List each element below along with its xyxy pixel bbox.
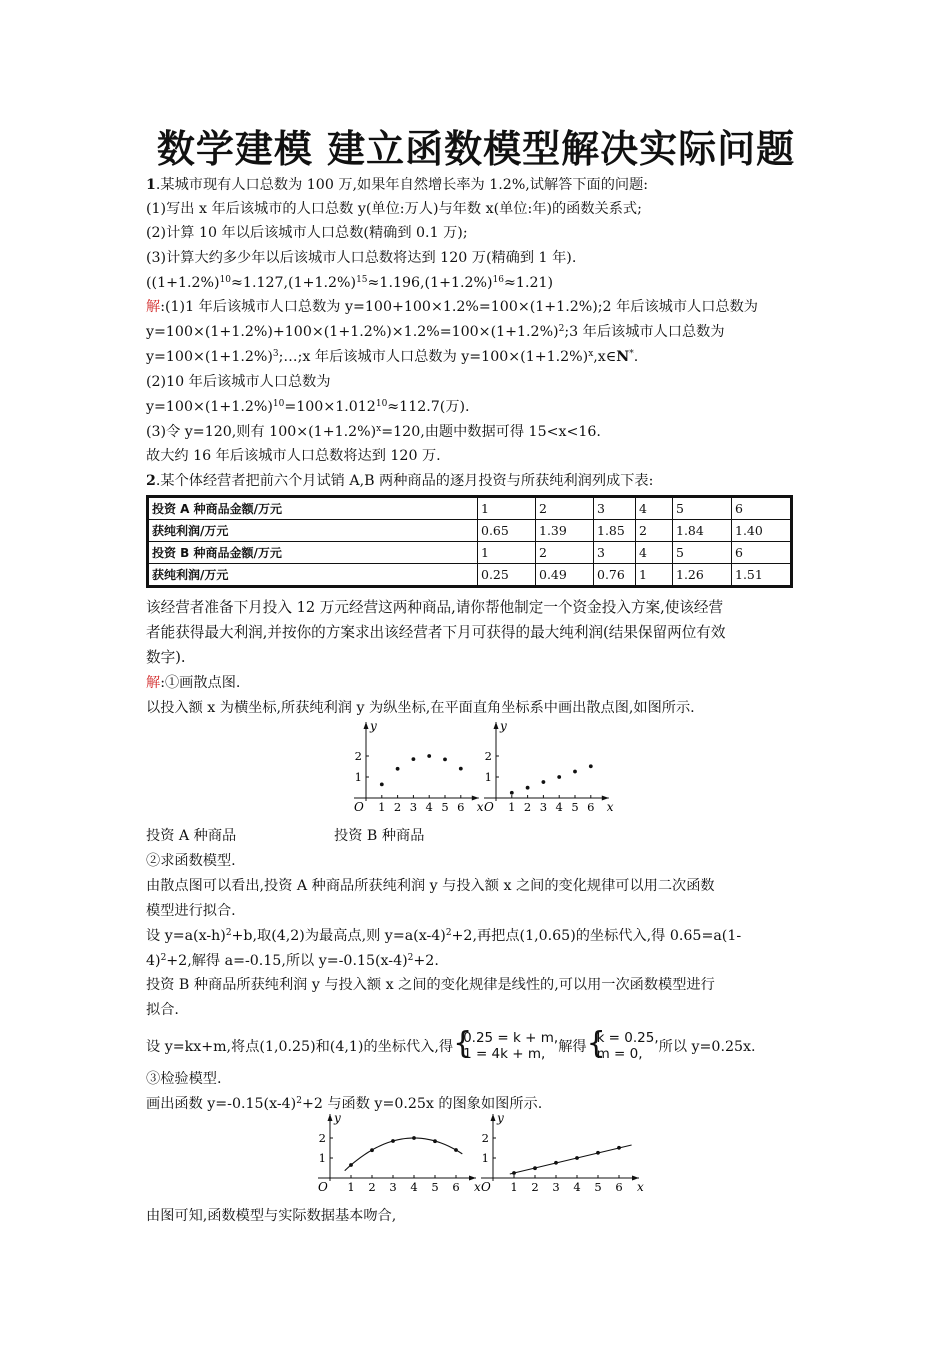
problem2-solution-line: 由散点图可以看出,投资 A 种商品所获纯利润 y 与投入额 x 之间的变化规律可以用二次函数 — [146, 878, 715, 894]
x-tick-label: 5 — [594, 1180, 602, 1194]
y-tick-label: 2 — [318, 1131, 326, 1145]
x-tick-label: 5 — [441, 800, 449, 814]
data-point — [412, 757, 416, 761]
problem1-q3: (3)计算大约多少年以后该城市人口总数将达到 120 万(精确到 1 年). — [146, 250, 577, 266]
data-point — [573, 770, 577, 774]
y-axis-arrow — [364, 722, 369, 729]
table-cell: 0.25 — [478, 564, 536, 587]
table-cell: 6 — [732, 497, 792, 520]
data-point — [412, 1136, 416, 1140]
x-tick-label: 1 — [347, 1180, 355, 1194]
problem2-solution-line: ②求函数模型. — [146, 853, 236, 869]
y-axis-label: y — [334, 1111, 341, 1125]
x-tick-label: 6 — [457, 800, 465, 814]
table-cell: 2 — [536, 497, 594, 520]
data-point — [575, 1156, 579, 1160]
table-cell: 1.26 — [673, 564, 732, 587]
data-point — [459, 767, 463, 771]
table-cell: 0.49 — [536, 564, 594, 587]
problem1-q2: (2)计算 10 年以后该城市人口总数(精确到 0.1 万); — [146, 225, 468, 241]
x-tick-label: 2 — [531, 1180, 539, 1194]
table-cell: 1 — [478, 542, 536, 564]
problem1-stem: 1.某城市现有人口总数为 100 万,如果年自然增长率为 1.2%,试解答下面的问题: — [146, 177, 649, 193]
problem1-solution-line: 故大约 16 年后该城市人口总数将达到 120 万. — [146, 448, 441, 464]
table-cell: 4 — [636, 497, 673, 520]
caption-a: 投资 A 种商品 — [146, 828, 237, 844]
table-cell: 5 — [673, 542, 732, 564]
data-point — [589, 764, 593, 768]
problem1-solution-line: (3)令 y=120,则有 $100\times(1+1.2\%)^x=120$,由题中数据可得 15<x<16. — [146, 424, 601, 440]
problem2-solution-line: 4)$^2$+2,解得 a=-0.15,所以 $y=-0.15(x-4)^2+2$. — [146, 953, 439, 969]
table-cell: 1 — [636, 564, 673, 587]
y-axis-arrow — [491, 1114, 496, 1121]
problem1-solution-line: 解:(1)1 年后该城市人口总数为 y=100+100×1.2%=100×(1+1.2%);2 年后该城市人口总数为 — [146, 299, 758, 315]
table-row — [148, 520, 792, 542]
x-axis-label: x — [474, 1180, 481, 1194]
x-tick-label: 2 — [523, 800, 532, 814]
y-axis-arrow — [494, 722, 499, 729]
origin-label: O — [481, 1180, 491, 1194]
data-table — [146, 495, 793, 588]
y-axis-label: y — [370, 719, 377, 733]
origin-label: O — [484, 800, 494, 814]
table-cell: 1.85 — [594, 520, 636, 542]
y-tick-label: 1 — [318, 1151, 326, 1165]
problem2-text: 数字). — [146, 649, 186, 666]
table-row — [148, 542, 792, 564]
problem2-stem: 2.某个体经营者把前六个月试销 A,B 两种商品的逐月投资与所获纯利润列成下表: — [146, 473, 654, 489]
data-point — [526, 786, 530, 790]
table-cell: 投资 B 种商品金额/万元 — [148, 542, 478, 564]
data-point — [427, 754, 431, 758]
table-cell: 4 — [636, 542, 673, 564]
x-tick-label: 2 — [393, 800, 402, 814]
data-point — [557, 775, 561, 779]
solution-label: 解 — [146, 675, 161, 691]
x-tick-label: 1 — [510, 1180, 518, 1194]
table-cell: 0.65 — [478, 520, 536, 542]
caption-b: 投资 B 种商品 — [334, 828, 425, 844]
table-row — [148, 497, 792, 520]
x-tick-label: 1 — [508, 800, 516, 814]
data-point — [533, 1166, 537, 1170]
table-cell: 1.84 — [673, 520, 732, 542]
x-tick-label: 6 — [452, 1180, 460, 1194]
y-tick-label: 1 — [354, 770, 362, 784]
model-plots — [310, 1110, 650, 1200]
x-tick-label: 4 — [425, 800, 433, 814]
data-point — [349, 1163, 353, 1167]
x-tick-label: 5 — [571, 800, 579, 814]
data-point — [433, 1139, 437, 1143]
problem2-solution-line: 解:①画散点图. — [146, 675, 241, 691]
table-cell: 获纯利润/万元 — [148, 564, 478, 587]
origin-label: O — [318, 1180, 328, 1194]
y-axis-arrow — [328, 1114, 333, 1121]
y-axis-label: y — [497, 1111, 504, 1125]
table-cell: 1.39 — [536, 520, 594, 542]
x-axis-label: x — [606, 800, 614, 814]
problem2-solution-line: ③检验模型. — [146, 1071, 222, 1087]
problem1-solution-line: (2)10 年后该城市人口总数为 — [146, 374, 331, 390]
x-tick-label: 4 — [555, 800, 563, 814]
problem2-solution-line: 投资 B 种商品所获纯利润 y 与投入额 x 之间的变化规律是线性的,可以用一次函数模型进行 — [146, 977, 715, 993]
table-cell: 1.40 — [732, 520, 792, 542]
table-cell: 3 — [594, 542, 636, 564]
data-point — [617, 1146, 621, 1150]
data-point — [443, 757, 447, 761]
x-tick-label: 5 — [431, 1180, 439, 1194]
table-cell: 1 — [478, 497, 536, 520]
table-cell: 2 — [636, 520, 673, 542]
table-cell: 0.76 — [594, 564, 636, 587]
problem2-solution-line: 模型进行拟合. — [146, 903, 236, 919]
problem1-solution-line: $y=100\times(1+1.2\%)^{10}=100\times 1.012^{10}\approx 112.7$(万). — [146, 399, 470, 415]
data-point — [596, 1151, 600, 1155]
problem2-text: 该经营者准备下月投入 12 万元经营这两种商品,请你帮他制定一个资金投入方案,使该经营 — [146, 599, 724, 616]
equation-system: { k = 0.25, m = 0, — [586, 1026, 659, 1062]
page-title: 数学建模 建立函数模型解决实际问题 — [156, 127, 796, 171]
x-tick-label: 2 — [368, 1180, 376, 1194]
table-row — [148, 564, 792, 587]
problem2-system-line: 设 y=kx+m,将点(1,0.25)和(4,1)的坐标代入,得 { 0.25 = k + m, 1 = 4k + m, 解得 { k = 0.25, m = 0, 所以 y=0.25x. — [146, 1026, 756, 1062]
data-point — [512, 1171, 516, 1175]
data-point — [454, 1148, 458, 1152]
scatter-plots — [330, 716, 620, 820]
y-tick-label: 2 — [354, 749, 362, 763]
data-point — [554, 1161, 558, 1165]
table-cell: 5 — [673, 497, 732, 520]
x-tick-label: 3 — [389, 1180, 397, 1194]
origin-label: O — [354, 800, 364, 814]
x-axis-label: x — [637, 1180, 644, 1194]
equation-system: { 0.25 = k + m, 1 = 4k + m, — [453, 1026, 559, 1062]
table-cell: 2 — [536, 542, 594, 564]
x-tick-label: 3 — [539, 800, 548, 814]
x-axis-label: x — [476, 800, 484, 814]
model-curve-a — [345, 1138, 463, 1171]
x-tick-label: 6 — [615, 1180, 623, 1194]
table-cell: 1.51 — [732, 564, 792, 587]
data-point — [370, 1148, 374, 1152]
y-tick-label: 2 — [484, 749, 492, 763]
data-point — [510, 791, 514, 795]
x-tick-label: 1 — [378, 800, 386, 814]
problem1-solution-line: $y=100\times(1+1.2\%)+100\times(1+1.2\%)\times 1.2\%=100\times(1+1.2\%)^2;3$ 年后该城市人口总数为 — [146, 324, 725, 340]
problem2-solution-line: 设 $y=a(x-h)^2+b$,取(4,2)为最高点,则 $y=a(x-4)^2+2$,再把点(1,0.65)的坐标代入,得 0.65=a(1- — [146, 928, 742, 944]
x-tick-label: 4 — [573, 1180, 581, 1194]
problem2-solution-line: 拟合. — [146, 1002, 179, 1018]
table-cell: 3 — [594, 497, 636, 520]
x-tick-label: 3 — [409, 800, 418, 814]
problem1-q1: (1)写出 x 年后该城市的人口总数 y(单位:万人)与年数 x(单位:年)的函数关系式; — [146, 201, 642, 217]
problem2-solution-line: 以投入额 x 为横坐标,所获纯利润 y 为纵坐标,在平面直角坐标系中画出散点图,如图所示. — [146, 700, 695, 716]
x-tick-label: 4 — [410, 1180, 418, 1194]
model-line-b — [510, 1145, 632, 1174]
problem2-text: 者能获得最大利润,并按你的方案求出该经营者下月可获得的最大纯利润(结果保留两位有效 — [146, 624, 726, 641]
y-tick-label: 1 — [484, 770, 492, 784]
table-cell: 投资 A 种商品金额/万元 — [148, 497, 478, 520]
x-tick-label: 6 — [587, 800, 595, 814]
data-point — [542, 780, 546, 784]
solution-label: 解 — [146, 299, 161, 315]
problem2-solution-line: 画出函数 $y=-0.15(x-4)^2+2$ 与函数 y=0.25x 的图象如图所示. — [146, 1096, 543, 1112]
problem1-hint: $((1+1.2\%)^{10}\approx 1.127,(1+1.2\%)^{15}\approx 1.196,(1+1.2\%)^{16}\approx 1.21)$ — [146, 275, 554, 291]
table-cell: 6 — [732, 542, 792, 564]
data-point — [380, 782, 384, 786]
table-cell: 获纯利润/万元 — [148, 520, 478, 542]
x-tick-label: 3 — [552, 1180, 560, 1194]
data-point — [391, 1139, 395, 1143]
problem1-solution-line: $y=100\times(1+1.2\%)^3;\dots;x$ 年后该城市人口总数为 $y=100\times(1+1.2\%)^x,x\in N^*$. — [146, 349, 639, 365]
data-point — [396, 767, 400, 771]
y-axis-label: y — [500, 719, 507, 733]
y-tick-label: 1 — [481, 1151, 489, 1165]
y-tick-label: 2 — [481, 1131, 489, 1145]
problem2-solution-line: 由图可知,函数模型与实际数据基本吻合, — [146, 1208, 397, 1224]
